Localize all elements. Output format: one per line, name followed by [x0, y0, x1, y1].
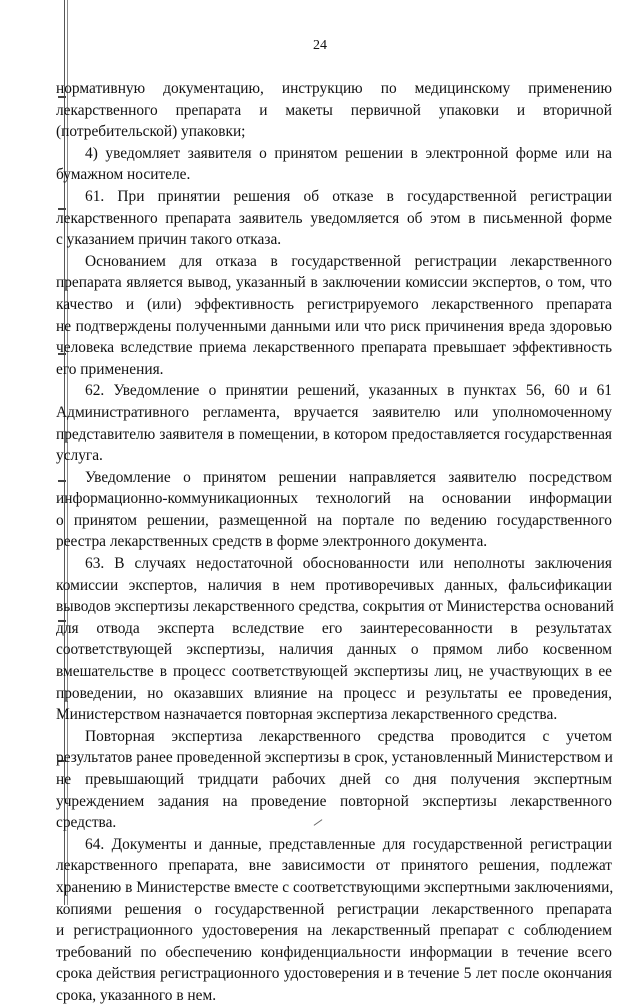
text-line: проведении, но оказавших влияние на процесс и результаты ее проведения, — [56, 684, 612, 702]
text-line: 64. Документы и данные, представленные для государственной регистрации — [85, 835, 612, 853]
text-line: не подтверждены полученными данными или что риск причинения вреда здоровью — [56, 317, 612, 335]
text-line: для отвода эксперта вследствие его заинтересованности в результатах — [56, 619, 612, 637]
text-line: не превышающий тридцати рабочих дней со дня получения экспертным — [56, 771, 612, 788]
text-line: Повторная экспертиза лекарственного средства проводится с учетом — [85, 727, 612, 745]
text-line: соответствующей экспертизы, наличия данных о прямом либо косвенном — [56, 641, 612, 659]
text-line: выводов экспертизы лекарственного средства, сокрытия от Министерства оснований — [56, 598, 614, 616]
text-line: нормативную документацию, инструкцию по медицинскому применению — [56, 80, 612, 97]
text-line: средства. — [56, 814, 117, 832]
text-line: человека вследствие приема лекарственного препарата превышает эффективность — [56, 339, 612, 357]
text-line: препарата является вывод, указанный в заключении комиссии экспертов, о том, что — [56, 274, 612, 292]
text-line: срока, указанного в нем. — [56, 986, 217, 1004]
text-line: лекарственного препарата и макеты первичной упаковки и вторичной — [56, 101, 612, 119]
text-line: и регистрационного удостоверения на лекарственный препарат с соблюдением — [56, 922, 612, 940]
text-line: (потребительской) упаковки; — [56, 123, 246, 141]
text-line: реестра лекарственных средств в форме электронного документа. — [56, 533, 488, 551]
text-line: представителю заявителя в помещении, в котором предоставляется государственная — [56, 425, 612, 443]
text-line: бумажном носителе. — [56, 166, 191, 184]
text-line: его применения. — [56, 360, 164, 378]
text-line: качество и (или) эффективность регистрируемого лекарственного препарата — [56, 295, 612, 313]
document-body — [56, 78, 612, 1007]
page-number: 24 — [313, 38, 327, 53]
text-line: комиссии экспертов, наличия в нем противоречивых данных, фальсификации — [56, 576, 612, 594]
text-line: Уведомление о принятом решении направляется заявителю посредством — [85, 468, 612, 486]
text-line: Министерством назначается повторная экспертиза лекарственного средства. — [56, 706, 558, 724]
text-line: хранению в Министерстве вместе с соответствующими экспертными заключениями, — [56, 878, 614, 896]
text-line: с указанием причин такого отказа. — [56, 231, 282, 249]
text-line: информационно-коммуникационных технологий на основании информации — [56, 490, 612, 508]
text-line: 4) уведомляет заявителя о принятом решении в электронной форме или на — [85, 144, 612, 162]
text-line: лекарственного препарата, вне зависимости от принятого решения, подлежат — [56, 857, 612, 875]
text-line: Административного регламента, вручается заявителю или уполномоченному — [56, 403, 612, 421]
text-line: результатов ранее проведенной экспертизы в срок, установленный Министерством и — [56, 749, 613, 767]
text-line: вмешательстве в процесс соответствующей экспертизы лиц, не участвующих в ее — [56, 663, 612, 681]
text-line: срока действия регистрационного удостоверения и в течение 5 лет после окончания — [56, 965, 612, 983]
text-line: 61. При принятии решения об отказе в государственной регистрации — [85, 187, 612, 205]
text-line: копиями решения о государственной регистрации лекарственного препарата — [56, 900, 612, 918]
text-line: лекарственного препарата заявитель уведомляется об этом в письменной форме — [56, 209, 612, 227]
text-line: 63. В случаях недостаточной обоснованности или неполноты заключения — [85, 555, 612, 573]
text-line: 62. Уведомление о принятии решений, указанных в пунктах 56, 60 и 61 — [85, 382, 612, 400]
text-line: требований по обеспечению конфиденциальности информации в течение всего — [56, 943, 612, 961]
text-line: учреждением задания на проведение повторной экспертизы лекарственного — [56, 792, 612, 810]
text-line: о принятом решении, размещенной на портале по ведению государственного — [56, 511, 612, 529]
text-line: Основанием для отказа в государственной регистрации лекарственного — [85, 252, 612, 270]
text-line: услуга. — [56, 447, 103, 465]
